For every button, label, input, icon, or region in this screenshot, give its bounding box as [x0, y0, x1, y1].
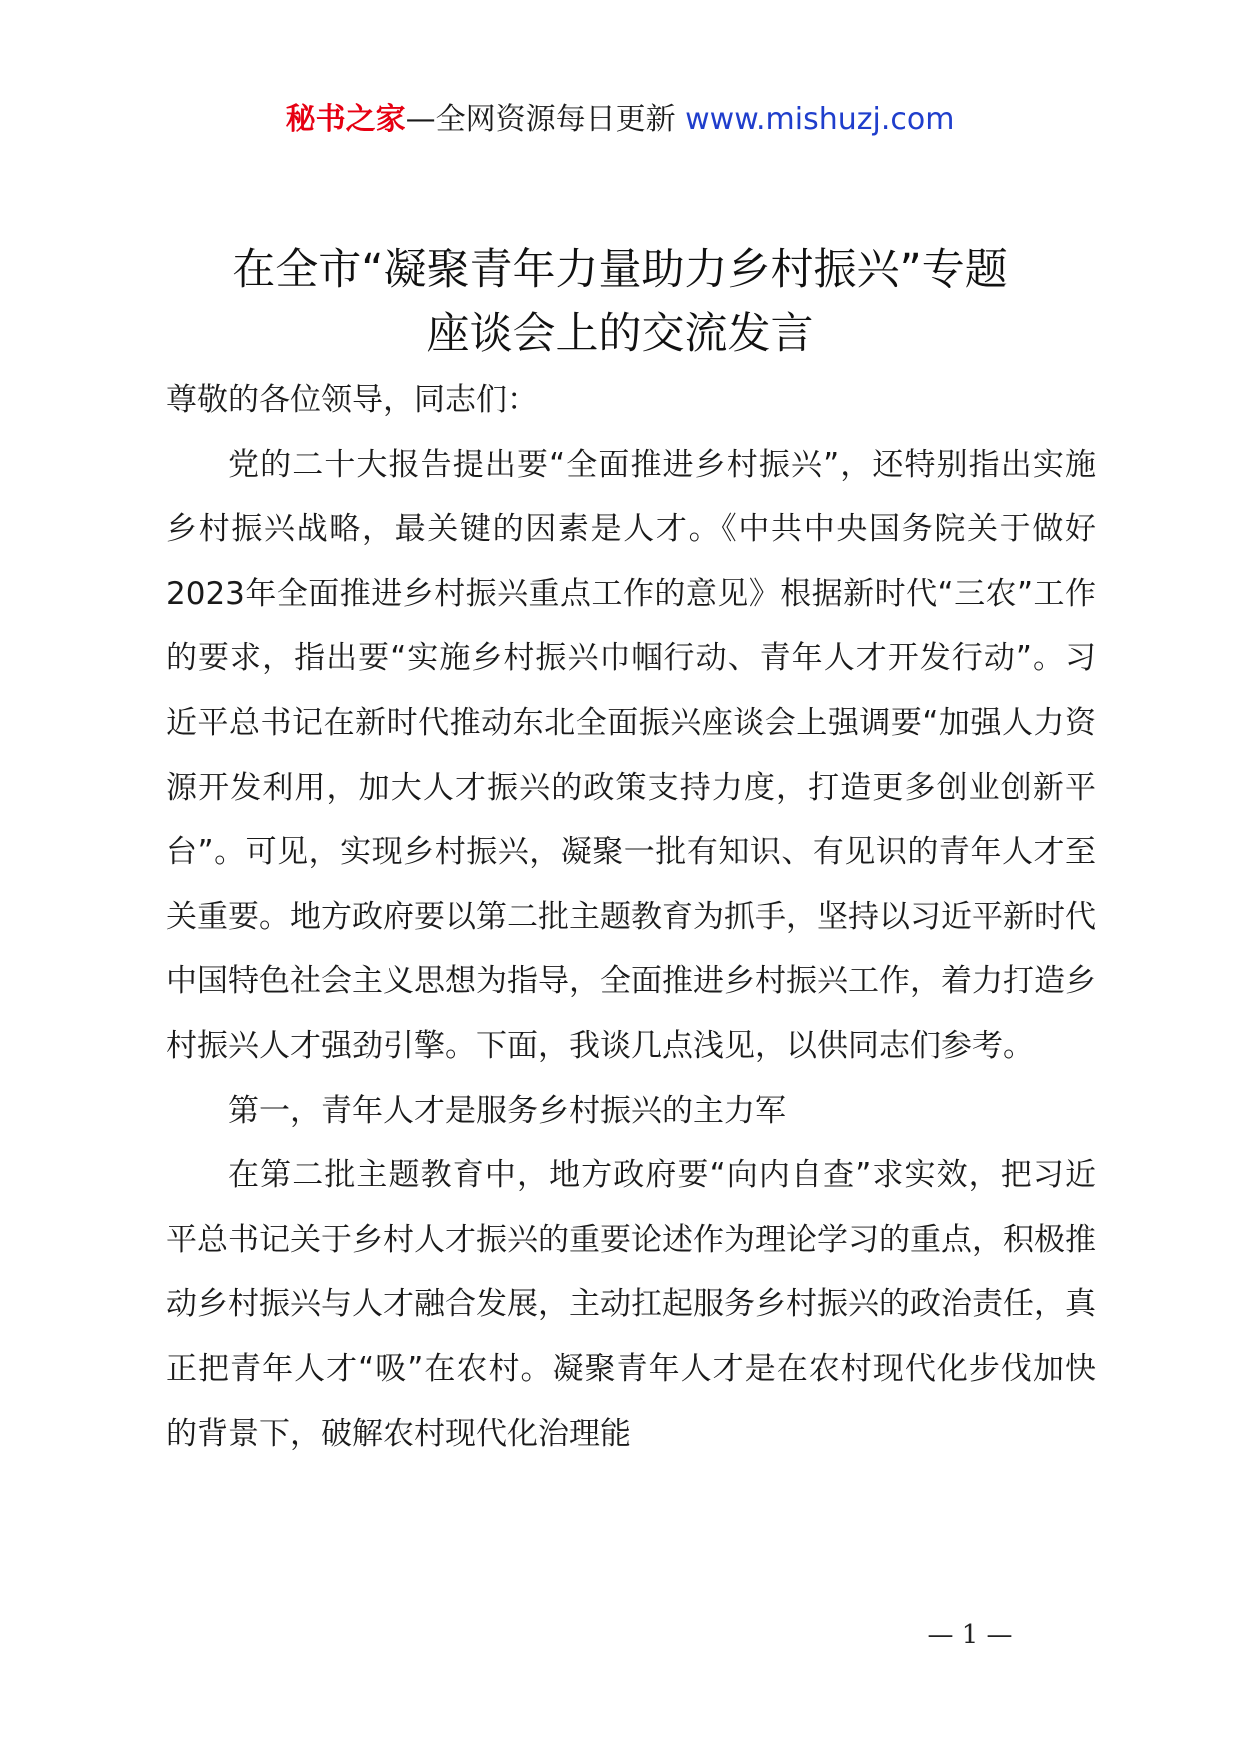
header-tagline: —全网资源每日更新: [405, 102, 676, 137]
document-body: [166, 368, 1096, 1466]
body-paragraph: 党的二十大报告提出要“全面推进乡村振兴”，还特别指出实施乡村振兴战略，最关键的因素是人才。《中共中央国务院关于做好2023年全面推进乡村振兴重点工作的意见》根据新时代“三农”工作的要求，指出要“实施乡村振兴巾帼行动、青年人才开发行动”。习近平总书记在新时代推动东北全面振兴座谈会上强调要“加强人力资源开发利用，加大人才振兴的政策支持力度，打造更多创业创新平台”。可见，实现乡村振兴，凝聚一批有知识、有见识的青年人才至关重要。地方政府要以第二批主题教育为抓手，坚持以习近平新时代中国特色社会主义思想为指导，全面推进乡村振兴工作，着力打造乡村振兴人才强劲引擎。下面，我谈几点浅见，以供同志们参考。: [166, 446, 1096, 1064]
salutation: 尊敬的各位领导，同志们：: [166, 382, 538, 418]
section-heading: 第一，青年人才是服务乡村振兴的主力军: [228, 1092, 786, 1129]
document-title-line-2: 座谈会上的交流发言: [426, 309, 814, 359]
page-number: — 1 —: [927, 1620, 1013, 1650]
document-title: [120, 238, 1120, 366]
site-header: [0, 100, 1240, 140]
brand-name: 秘书之家: [285, 102, 406, 137]
document-title-line-1: 在全市“凝聚青年力量助力乡村振兴”专题: [232, 245, 1008, 295]
site-url-link[interactable]: www.mishuzj.com: [685, 102, 955, 137]
body-paragraph: 在第二批主题教育中，地方政府要“向内自查”求实效，把习近平总书记关于乡村人才振兴的重要论述作为理论学习的重点，积极推动乡村振兴与人才融合发展，主动扛起服务乡村振兴的政治责任，真正把青年人才“吸”在农村。凝聚青年人才是在农村现代化步伐加快的背景下，破解农村现代化治理能: [166, 1157, 1096, 1452]
